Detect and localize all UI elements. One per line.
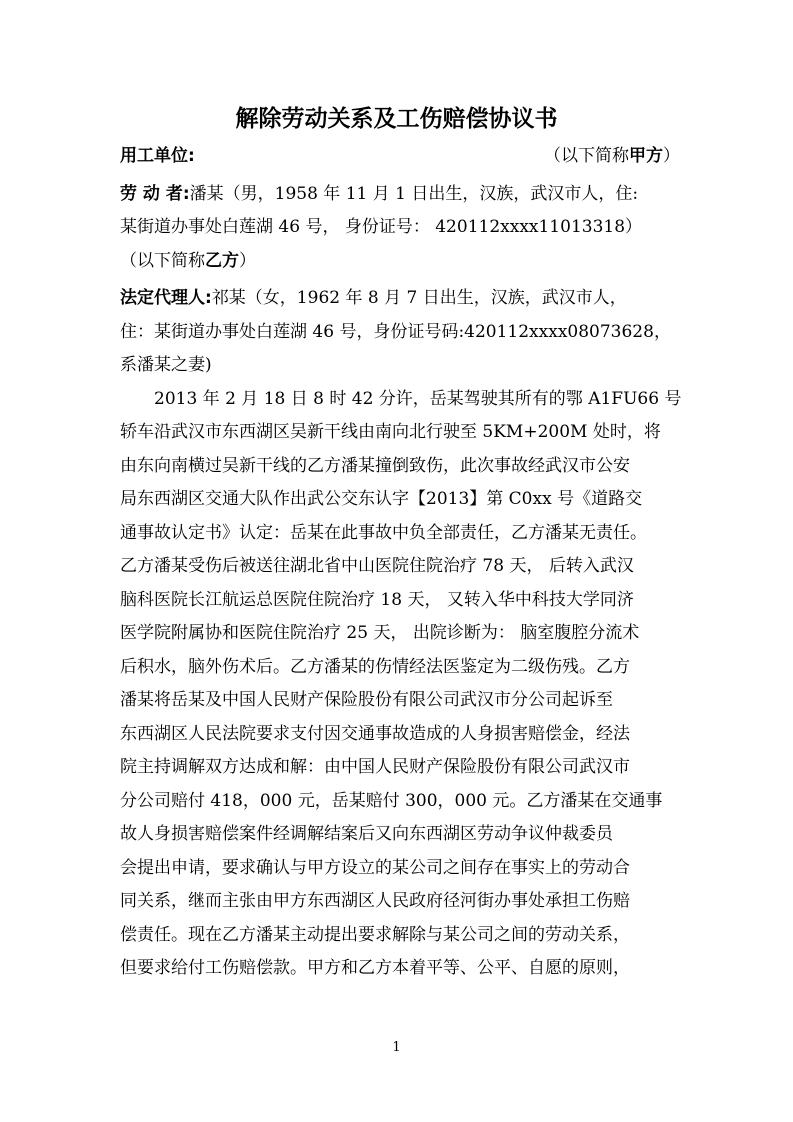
document-title: 解除劳动关系及工伤赔偿协议书: [235, 106, 558, 132]
employer-note-prefix: （以下简称: [544, 146, 629, 166]
paragraph-line: 通事故认定书》认定：岳某在此事故中负全部责任，乙方潘某无责任。: [120, 522, 647, 543]
employer-note-suffix: ）: [663, 146, 680, 166]
paragraph-line: 后积水，脑外伤术后。乙方潘某的伤情经法医鉴定为二级伤残。乙方: [120, 656, 630, 677]
legal-agent-line-3: 系潘某之妻): [120, 355, 212, 375]
paragraph-line: 由东向南横过吴新干线的乙方潘某撞倒致伤，此次事故经武汉市公安: [120, 455, 630, 476]
paragraph-line: 2013 年 2 月 18 日 8 时 42 分许，岳某驾驶其所有的鄂 A1FU66 号: [154, 388, 682, 409]
worker-text-1: 潘某（男，1958 年 11 月 1 日出生，汉族，武汉市人，住:: [189, 183, 639, 204]
employer-label: 用工单位:: [120, 146, 195, 166]
legal-agent-text-1: 祁某（女，1962 年 8 月 7 日出生，汉族，武汉市人，: [211, 288, 627, 308]
paragraph-line: 分公司赔付 418，000 元，岳某赔付 300，000 元。乙方潘某在交通事: [120, 790, 663, 811]
paragraph-line: 轿车沿武汉市东西湖区吴新干线由南向北行驶至 5KM+200M 处时，将: [120, 422, 661, 442]
paragraph-line: 会提出申请，要求确认与甲方设立的某公司之间存在事实上的劳动合: [120, 857, 630, 878]
worker-line-1: [120, 178, 680, 212]
paragraph-line: 偿责任。现在乙方潘某主动提出要求解除与某公司之间的劳动关系，: [120, 924, 630, 945]
paragraph-line: 潘某将岳某及中国人民财产保险股份有限公司武汉市分公司起诉至: [120, 690, 613, 710]
worker-line-2: 某街道办事处白莲湖 46 号， 身份证号： 420112xxxx11013318）: [120, 217, 643, 237]
main-paragraph: [120, 383, 680, 986]
page-number: 1: [392, 1040, 401, 1055]
worker-note-prefix: （以下简称: [120, 250, 205, 271]
worker-note-alias: 乙方: [205, 250, 239, 271]
paragraph-line: 同关系，继而主张由甲方东西湖区人民政府径河街办事处承担工伤赔: [120, 891, 630, 911]
worker-note-suffix: ）: [239, 250, 256, 271]
legal-agent-line-1: [120, 282, 680, 316]
paragraph-line: 东西湖区人民法院要求支付因交通事故造成的人身损害赔偿金，经法: [120, 723, 630, 744]
employer-note-alias: 甲方: [629, 146, 663, 166]
paragraph-line: 脑科医院长江航运总医院住院治疗 18 天， 又转入华中科技大学同济: [120, 589, 634, 610]
document-body: [120, 140, 680, 986]
paragraph-line: 医学院附属协和医院住院治疗 25 天， 出院诊断为： 脑室腹腔分流术: [120, 623, 640, 643]
legal-agent-line-2: 住：某街道办事处白莲湖 46 号，身份证号码:420112xxxx08073628，: [120, 321, 671, 342]
paragraph-line: 但要求给付工伤赔偿款。甲方和乙方本着平等、公平、自愿的原则，: [120, 958, 630, 978]
paragraph-line: 乙方潘某受伤后被送往湖北省中山医院住院治疗 78 天， 后转入武汉: [120, 556, 634, 576]
paragraph-line: 院主持调解双方达成和解：由中国人民财产保险股份有限公司武汉市: [120, 757, 630, 777]
paragraph-line: 局东西湖区交通大队作出武公交东认字【2013】第 C0xx 号《道路交: [120, 489, 643, 509]
paragraph-line: 故人身损害赔偿案件经调解结案后又向东西湖区劳动争议仲裁委员: [120, 824, 613, 844]
worker-note: [120, 245, 680, 279]
legal-agent-label: 法定代理人:: [120, 288, 212, 308]
worker-label: 劳 动 者:: [120, 183, 190, 204]
employer-note: [544, 140, 680, 174]
employer-row: [120, 140, 680, 174]
